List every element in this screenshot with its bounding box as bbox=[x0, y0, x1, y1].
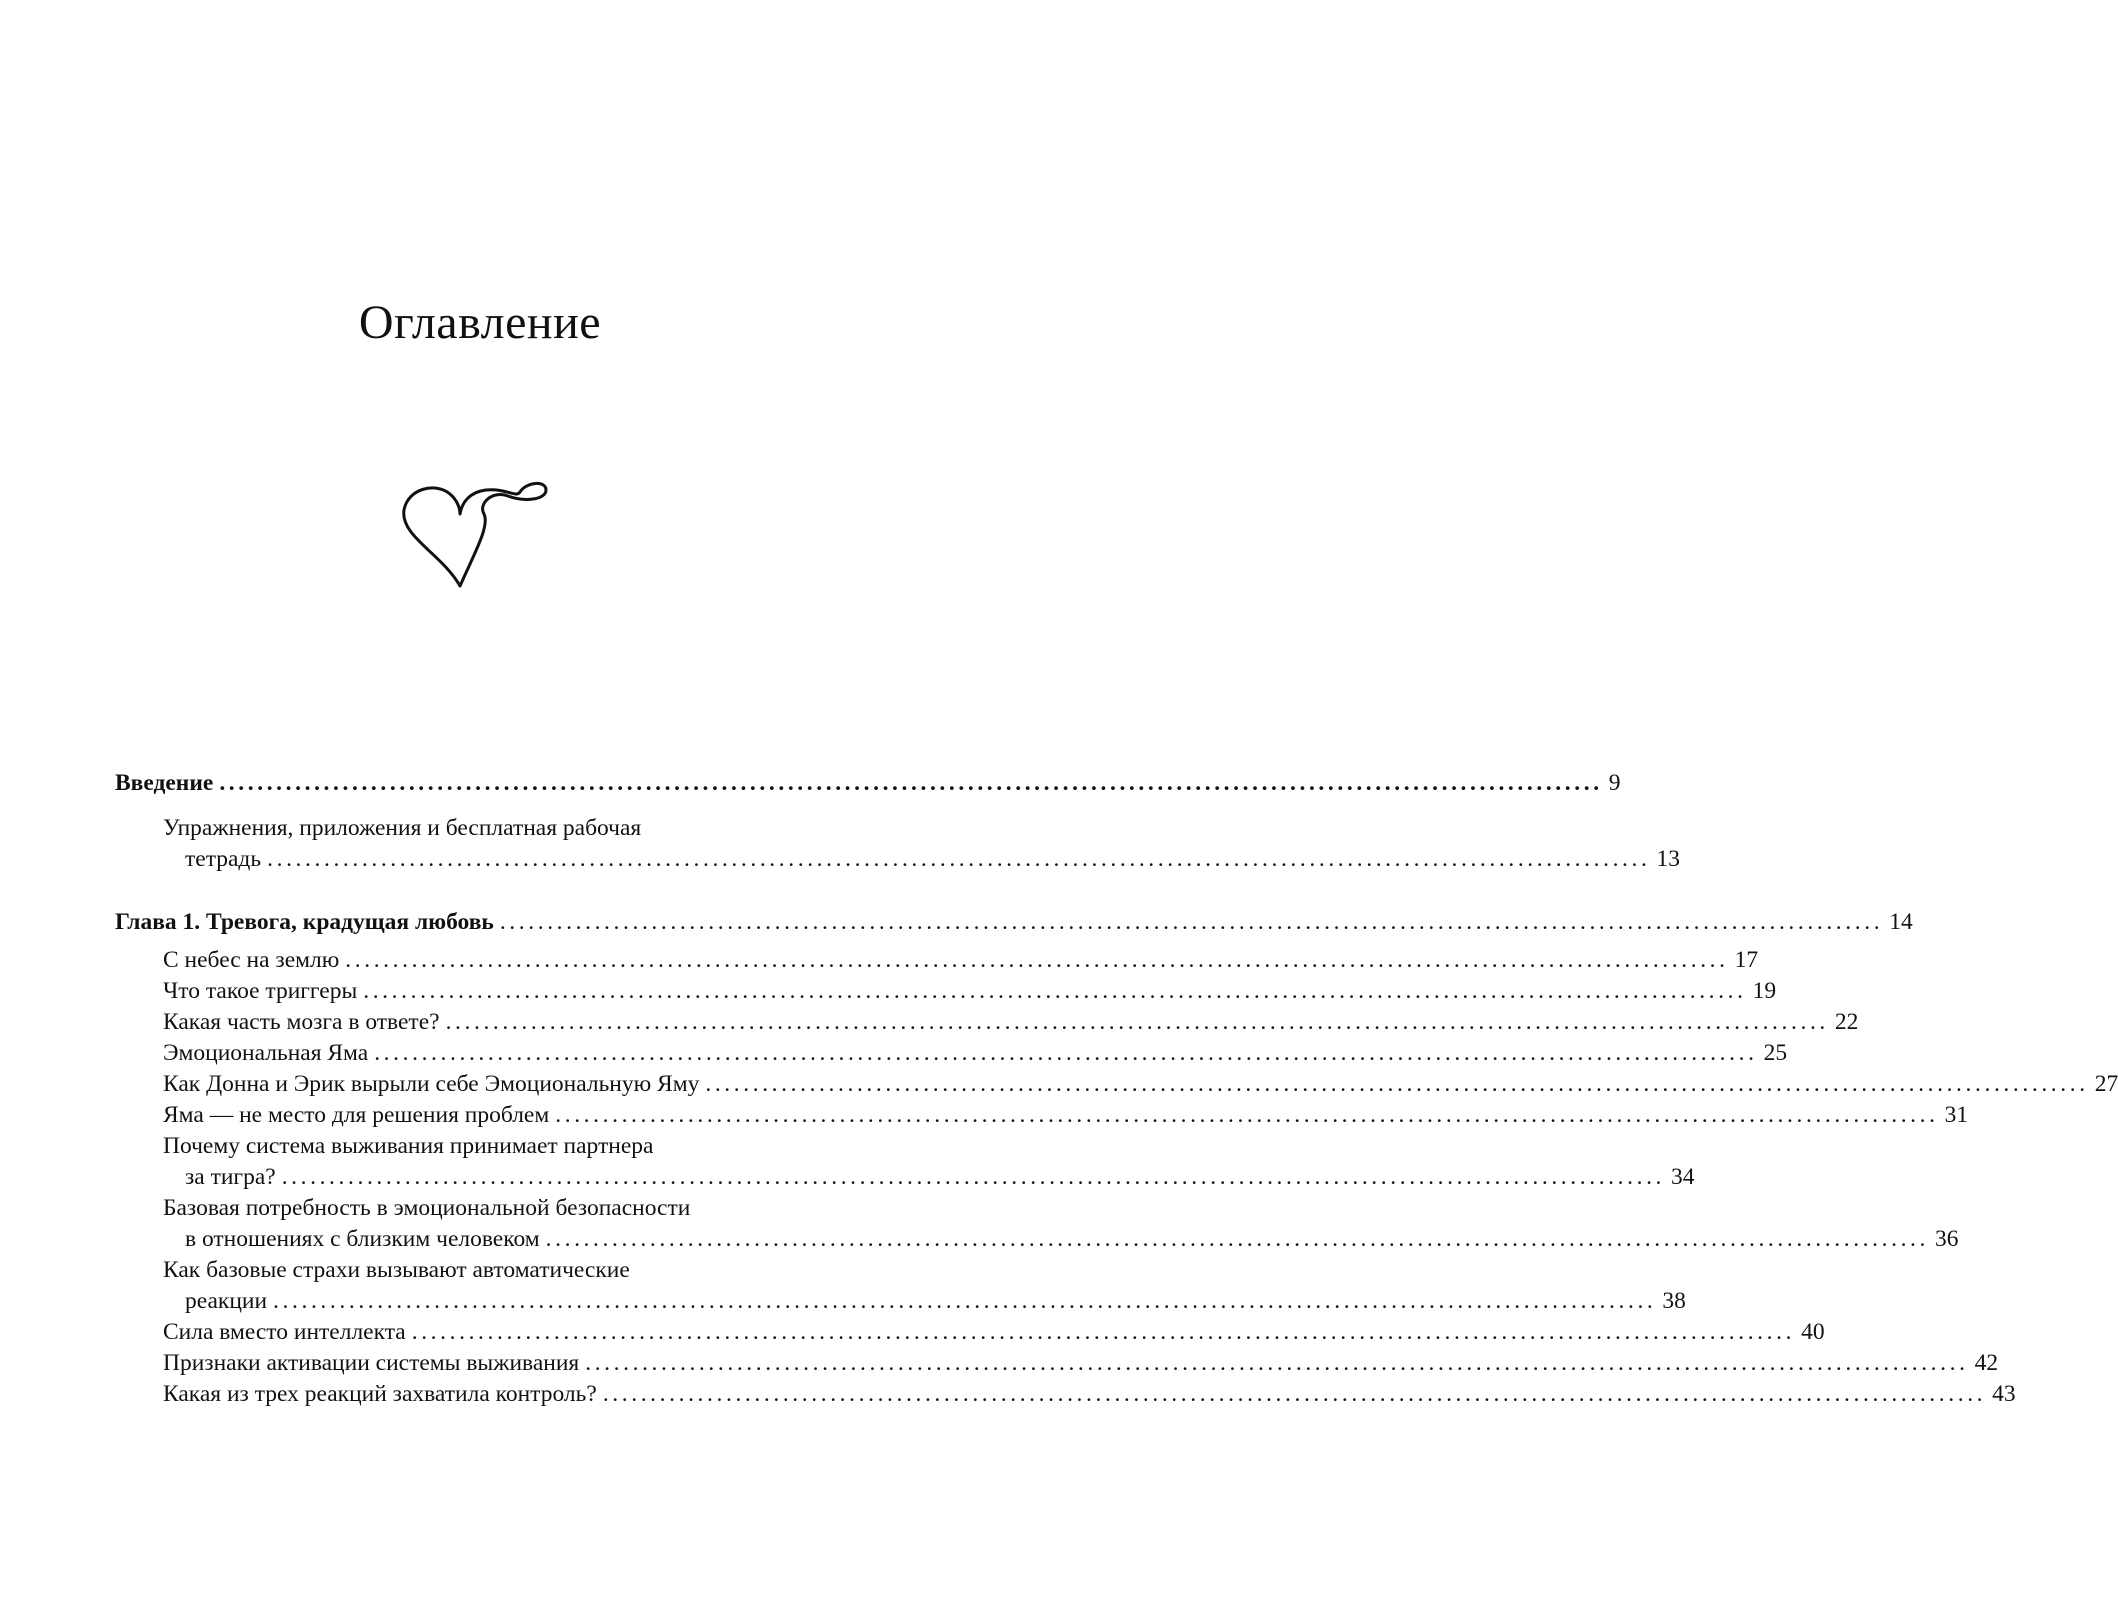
toc-entry[interactable] bbox=[115, 1038, 1788, 1069]
toc-entry[interactable] bbox=[115, 1379, 2016, 1410]
dot-leader: .................................................................................................................................................. bbox=[374, 1040, 1758, 1066]
toc-entry-line1[interactable]: Как базовые страхи вызывают автоматические bbox=[163, 1257, 630, 1283]
toc-entry[interactable] bbox=[115, 1224, 1959, 1255]
toc-entry-page: 40 bbox=[1801, 1319, 1825, 1345]
table-of-contents bbox=[115, 768, 2118, 1410]
toc-entry[interactable] bbox=[115, 976, 1777, 1007]
toc-entry-label: Признаки активации системы выживания bbox=[163, 1350, 580, 1376]
toc-entry[interactable] bbox=[115, 1286, 1686, 1317]
dot-leader: .................................................................................................................................................. bbox=[273, 1288, 1657, 1314]
dot-leader: .................................................................................................................................................. bbox=[602, 1381, 1987, 1407]
toc-entry-page: 13 bbox=[1656, 846, 1680, 872]
toc-entry-page: 9 bbox=[1608, 770, 1621, 796]
toc-entry-label: Какая часть мозга в ответе? bbox=[163, 1009, 440, 1035]
toc-entry-page: 34 bbox=[1671, 1164, 1695, 1190]
toc-entry[interactable] bbox=[115, 1007, 1859, 1038]
toc-entry-label: Что такое триггеры bbox=[163, 978, 358, 1004]
toc-entry-label: Сила вместо интеллекта bbox=[163, 1319, 406, 1345]
dot-leader: .................................................................................................................................................. bbox=[219, 770, 1603, 796]
toc-entry-label: Как Донна и Эрик вырыли себе Эмоциональную Яму bbox=[163, 1071, 700, 1097]
toc-entry[interactable] bbox=[115, 1162, 1695, 1193]
toc-entry-page: 31 bbox=[1944, 1102, 1969, 1128]
toc-entry[interactable] bbox=[115, 1317, 1825, 1348]
toc-entry-line1[interactable]: Почему система выживания принимает партнера bbox=[163, 1133, 654, 1159]
toc-entry-page: 42 bbox=[1974, 1350, 1999, 1376]
dot-leader: .................................................................................................................................................. bbox=[705, 1071, 2089, 1097]
dot-leader: .................................................................................................................................................. bbox=[545, 1226, 1929, 1252]
toc-entry-label: Эмоциональная Яма bbox=[163, 1040, 369, 1066]
toc-entry-page: 14 bbox=[1889, 909, 1913, 935]
toc-entry-line1[interactable]: Базовая потребность в эмоциональной безопасности bbox=[163, 1195, 691, 1221]
toc-entry-page: 43 bbox=[1992, 1381, 2016, 1407]
toc-entry-label: в отношениях с близким человеком bbox=[185, 1226, 540, 1252]
toc-entry-page: 27 bbox=[2094, 1071, 2118, 1097]
toc-entry[interactable] bbox=[115, 1348, 1999, 1379]
toc-entry-label: Глава 1. Тревога, крадущая любовь bbox=[115, 909, 494, 935]
toc-entry[interactable] bbox=[115, 1100, 1969, 1131]
toc-entry-page: 36 bbox=[1935, 1226, 1959, 1252]
toc-entry-exercises-line1[interactable]: Упражнения, приложения и бесплатная рабочая bbox=[163, 815, 642, 841]
toc-entry[interactable] bbox=[115, 945, 1759, 976]
toc-entry-label: С небес на землю bbox=[163, 947, 340, 973]
toc-entry-page: 38 bbox=[1662, 1288, 1686, 1314]
toc-entry-page: 17 bbox=[1734, 947, 1759, 973]
dot-leader: .................................................................................................................................................. bbox=[585, 1350, 1969, 1376]
toc-entry-intro[interactable] bbox=[115, 768, 1621, 799]
heart-icon bbox=[398, 474, 558, 614]
page-title: Оглавление bbox=[358, 296, 602, 349]
dot-leader: .................................................................................................................................................. bbox=[499, 909, 1884, 935]
dot-leader: .................................................................................................................................................. bbox=[555, 1102, 1939, 1128]
dot-leader: .................................................................................................................................................. bbox=[267, 846, 1651, 872]
toc-entry-page: 25 bbox=[1763, 1040, 1788, 1066]
dot-leader: .................................................................................................................................................. bbox=[411, 1319, 1796, 1345]
toc-entry-label: тетрадь bbox=[185, 846, 262, 872]
toc-entry-label: Яма — не место для решения проблем bbox=[163, 1102, 550, 1128]
dot-leader: .................................................................................................................................................. bbox=[445, 1009, 1829, 1035]
toc-entry-label: реакции bbox=[185, 1288, 268, 1314]
dot-leader: .................................................................................................................................................. bbox=[363, 978, 1747, 1004]
toc-entry-chapter-1[interactable] bbox=[115, 907, 1913, 938]
dot-leader: .................................................................................................................................................. bbox=[281, 1164, 1666, 1190]
toc-entry-page: 19 bbox=[1752, 978, 1777, 1004]
toc-entry-label: за тигра? bbox=[185, 1164, 276, 1190]
toc-entry-page: 22 bbox=[1834, 1009, 1859, 1035]
toc-entry[interactable] bbox=[115, 1069, 2118, 1100]
dot-leader: .................................................................................................................................................. bbox=[345, 947, 1729, 973]
toc-entry-exercises[interactable] bbox=[115, 844, 1680, 875]
toc-entry-label: Какая из трех реакций захватила контроль? bbox=[163, 1381, 597, 1407]
toc-entry-label: Введение bbox=[115, 770, 214, 796]
